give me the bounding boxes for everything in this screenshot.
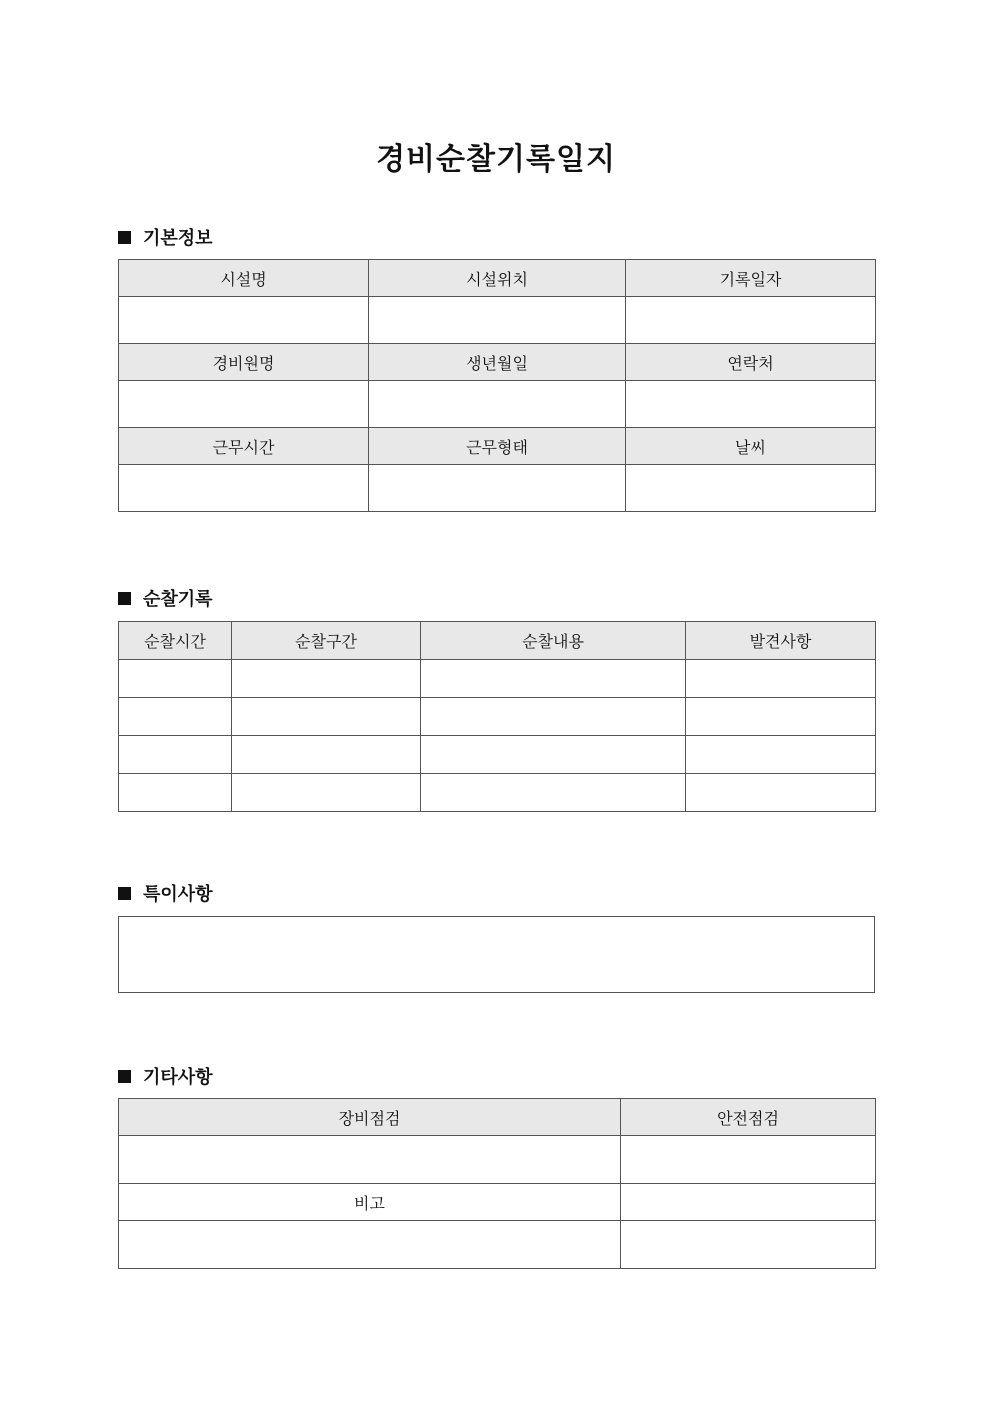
header-work-type: 근무형태	[369, 428, 626, 465]
other-info-table	[118, 1098, 876, 1269]
safety-check-field-3[interactable]	[621, 1221, 876, 1269]
header-facility-name: 시설명	[119, 260, 369, 297]
header-patrol-area: 순찰구간	[232, 622, 421, 660]
weather-field[interactable]	[626, 465, 876, 512]
patrol-content-cell[interactable]	[421, 774, 686, 812]
section-heading-basic	[118, 224, 213, 250]
safety-check-field-2[interactable]	[621, 1184, 876, 1221]
header-guard-name: 경비원명	[119, 344, 369, 381]
header-equipment-check: 장비점검	[119, 1099, 621, 1136]
section-heading-notes	[118, 880, 213, 906]
facility-name-field[interactable]	[119, 297, 369, 344]
findings-cell[interactable]	[686, 774, 876, 812]
page-title: 경비순찰기록일지	[376, 142, 616, 177]
header-patrol-time: 순찰시간	[119, 622, 232, 660]
table-row	[119, 774, 876, 812]
header-weather: 날씨	[626, 428, 876, 465]
patrol-time-cell[interactable]	[119, 736, 232, 774]
basic-info-table	[118, 259, 876, 512]
square-bullet-icon	[118, 592, 131, 605]
header-contact: 연락처	[626, 344, 876, 381]
record-date-field[interactable]	[626, 297, 876, 344]
findings-cell[interactable]	[686, 698, 876, 736]
special-notes-field[interactable]	[118, 916, 875, 993]
remarks-field[interactable]	[119, 1221, 621, 1269]
square-bullet-icon	[118, 1070, 131, 1083]
contact-field[interactable]	[626, 381, 876, 428]
section-heading-basic-label: 기본정보	[143, 228, 213, 249]
patrol-record-table	[118, 621, 876, 812]
patrol-content-cell[interactable]	[421, 660, 686, 698]
patrol-time-cell[interactable]	[119, 774, 232, 812]
safety-check-field[interactable]	[621, 1136, 876, 1184]
table-row	[119, 698, 876, 736]
header-safety-check: 안전점검	[621, 1099, 876, 1136]
header-findings: 발견사항	[686, 622, 876, 660]
patrol-content-cell[interactable]	[421, 736, 686, 774]
section-heading-other	[118, 1063, 213, 1089]
findings-cell[interactable]	[686, 660, 876, 698]
section-heading-patrol-label: 순찰기록	[143, 589, 213, 610]
work-hours-field[interactable]	[119, 465, 369, 512]
patrol-area-cell[interactable]	[232, 660, 421, 698]
section-heading-other-label: 기타사항	[143, 1067, 213, 1088]
section-heading-notes-label: 특이사항	[143, 884, 213, 905]
patrol-time-cell[interactable]	[119, 698, 232, 736]
birth-date-field[interactable]	[369, 381, 626, 428]
table-row	[119, 736, 876, 774]
header-facility-location: 시설위치	[369, 260, 626, 297]
work-type-field[interactable]	[369, 465, 626, 512]
header-remarks: 비고	[119, 1184, 621, 1221]
header-work-hours: 근무시간	[119, 428, 369, 465]
header-birth-date: 생년월일	[369, 344, 626, 381]
equipment-check-field[interactable]	[119, 1136, 621, 1184]
table-row	[119, 660, 876, 698]
header-record-date: 기록일자	[626, 260, 876, 297]
header-patrol-content: 순찰내용	[421, 622, 686, 660]
guard-name-field[interactable]	[119, 381, 369, 428]
patrol-area-cell[interactable]	[232, 698, 421, 736]
patrol-area-cell[interactable]	[232, 736, 421, 774]
section-heading-patrol	[118, 585, 213, 611]
square-bullet-icon	[118, 231, 131, 244]
findings-cell[interactable]	[686, 736, 876, 774]
patrol-content-cell[interactable]	[421, 698, 686, 736]
square-bullet-icon	[118, 887, 131, 900]
patrol-time-cell[interactable]	[119, 660, 232, 698]
patrol-area-cell[interactable]	[232, 774, 421, 812]
facility-location-field[interactable]	[369, 297, 626, 344]
